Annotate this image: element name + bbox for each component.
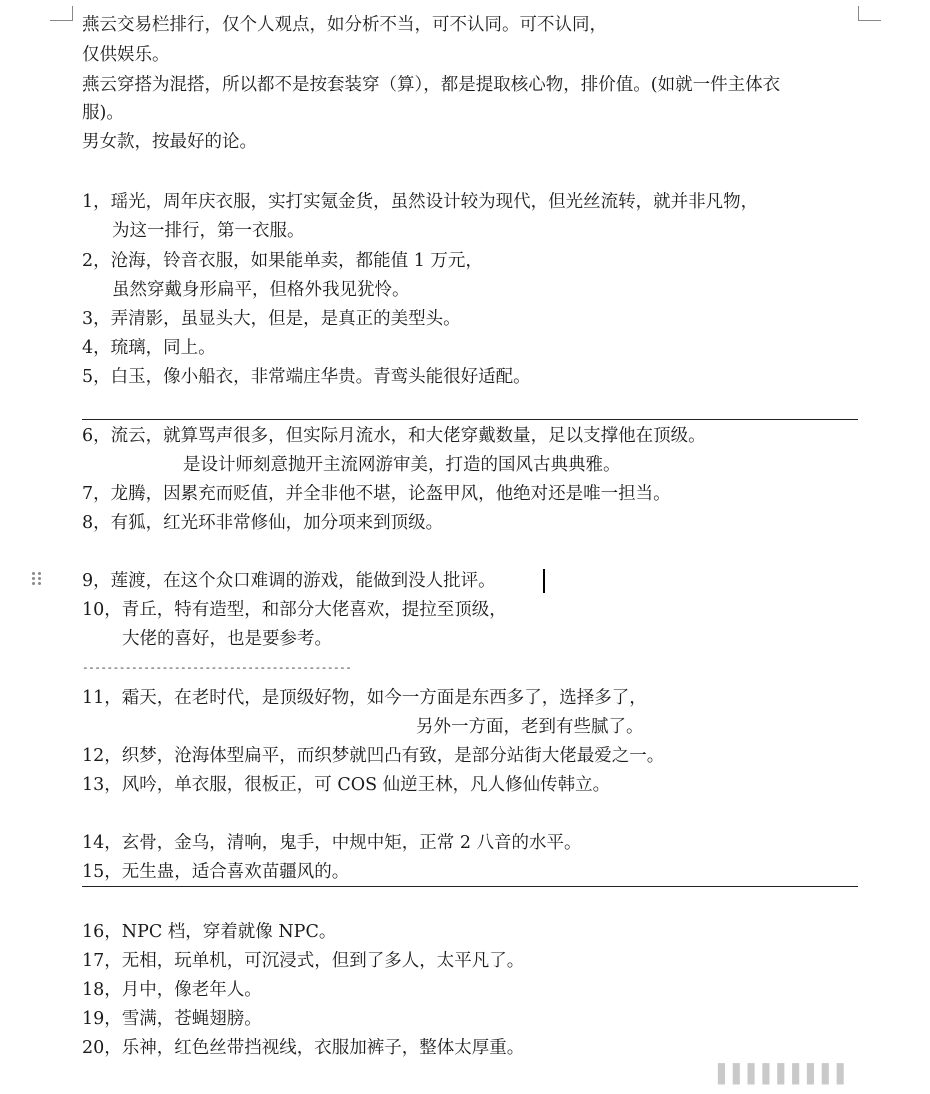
ranking-item: 11，霜天，在老时代，是顶级好物，如今一方面是东西多了，选择多了，: [82, 688, 647, 708]
ranking-item: 8，有狐，红光环非常修仙，加分项来到顶级。: [82, 513, 444, 533]
ranking-item: 2，沧海，铃音衣服，如果能单卖，都能值 1 万元，: [82, 251, 483, 271]
ranking-item: 5，白玉，像小船衣，非常端庄华贵。青鸾头能很好适配。: [82, 367, 531, 387]
ranking-item-continuation: 为这一排行，第一衣服。: [112, 221, 305, 241]
ranking-item: 19，雪满，苍蝇翅膀。: [82, 1009, 262, 1029]
intro-line: 男女款，按最好的论。: [82, 132, 257, 152]
intro-line: 仅供娱乐。: [82, 45, 170, 65]
intro-line: 燕云穿搭为混搭，所以都不是按套装穿（算），都是提取核心物，排价值。(如就一件主体衣: [82, 75, 781, 95]
page-corner-mark-left: [50, 6, 73, 21]
ranking-item: 4，琉璃，同上。: [82, 338, 216, 358]
page-corner-mark-right: [858, 6, 881, 21]
ranking-item-continuation: 另外一方面，老到有些腻了。: [416, 717, 644, 737]
ranking-item: 6，流云，就算骂声很多，但实际月流水，和大佬穿戴数量，足以支撑他在顶级。: [82, 426, 706, 446]
ranking-item: 13，风吟，单衣服，很板正，可 COS 仙逆王林，凡人修仙传韩立。: [82, 775, 611, 795]
ranking-item: 18，月中，像老年人。: [82, 980, 262, 1000]
ranking-item-continuation: 是设计师刻意抛开主流网游审美，打造的国风古典典雅。: [183, 455, 621, 475]
dashed-divider: --------------------------------------------: [82, 661, 352, 674]
ranking-item: 20，乐神，红色丝带挡视线，衣服加裤子，整体太厚重。: [82, 1038, 525, 1058]
text-cursor: [543, 569, 545, 593]
intro-line: 服)。: [82, 103, 124, 123]
ranking-item-continuation: 虽然穿戴身形扁平，但格外我见犹怜。: [112, 280, 410, 300]
tier-divider-rule: [82, 419, 858, 420]
intro-line: 燕云交易栏排行，仅个人观点，如分析不当，可不认同。可不认同，: [82, 15, 607, 35]
ranking-item: 3，弄清影，虽显头大，但是，是真正的美型头。: [82, 309, 461, 329]
ranking-item: 12，织梦，沧海体型扁平，而织梦就凹凸有致，是部分站街大佬最爱之一。: [82, 746, 665, 766]
ranking-item[interactable]: 9，莲渡，在这个众口难调的游戏，能做到没人批评。: [82, 571, 496, 591]
paragraph-drag-handle-icon[interactable]: [32, 572, 41, 585]
ranking-item: 10，青丘，特有造型，和部分大佬喜欢，提拉至顶级，: [82, 600, 507, 620]
ranking-item: 7，龙腾，因累充而贬值，并全非他不堪，论盔甲风，他绝对还是唯一担当。: [82, 484, 671, 504]
ranking-item: 1，瑶光，周年庆衣服，实打实氪金货，虽然设计较为现代，但光丝流转，就并非凡物，: [82, 192, 759, 212]
tier-divider-rule: [82, 886, 858, 887]
ranking-item: 16，NPC 档，穿着就像 NPC。: [82, 922, 337, 942]
ranking-item: 14，玄骨，金乌，清响，鬼手，中规中矩，正常 2 八音的水平。: [82, 833, 582, 853]
ranking-item: 15，无生蛊，适合喜欢苗疆风的。: [82, 862, 350, 882]
ranking-item: 17，无相，玩单机，可沉浸式，但到了多人，太平凡了。: [82, 951, 525, 971]
ranking-item-continuation: 大佬的喜好，也是要参考。: [122, 629, 332, 649]
watermark-logo: ▌▌▌▌▌▌▌▌▌: [718, 1063, 852, 1085]
